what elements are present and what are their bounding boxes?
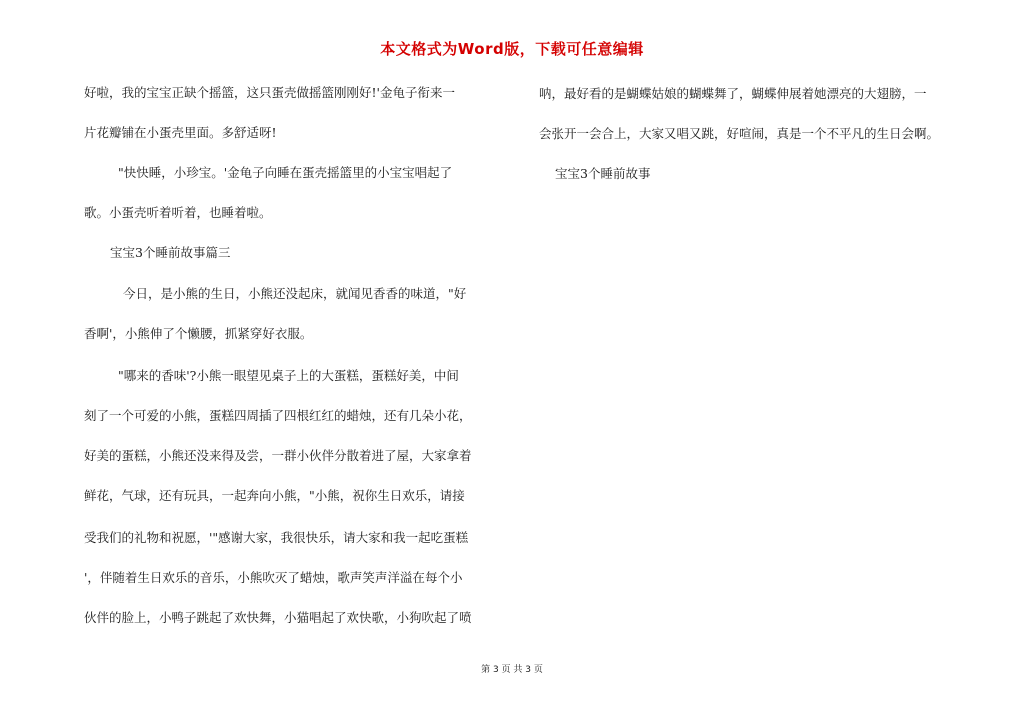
page-footer: 第 3 页 共 3 页 <box>481 665 543 675</box>
left-line-1: 好啦，我的宝宝正缺个摇篮，这只蛋壳做摇篮刚刚好!'金龟子衔来一 <box>84 85 455 100</box>
left-line-2: 片花瓣铺在小蛋壳里面。多舒适呀! <box>84 125 277 140</box>
left-line-12: 受我们的礼物和祝愿，'"感谢大家，我很快乐，请大家和我一起吃蛋糕 <box>84 530 469 545</box>
left-line-10: 好美的蛋糕，小熊还没来得及尝，一群小伙伴分散着进了屋，大家拿着 <box>84 448 472 463</box>
right-heading: 宝宝3个睡前故事 <box>555 166 651 181</box>
section-heading: 宝宝3个睡前故事篇三 <box>110 245 231 260</box>
right-line-1: 呐，最好看的是蝴蝶姑娘的蝴蝶舞了，蝴蝶伸展着她漂亮的大翅膀，一 <box>539 86 927 101</box>
left-line-11: 鲜花，气球，还有玩具，一起奔向小熊，"小熊，祝你生日欢乐，请接 <box>84 488 465 503</box>
right-line-2: 会张开一会合上，大家又唱又跳，好喧闹，真是一个不平凡的生日会啊。 <box>539 126 940 141</box>
left-line-4: 歌。小蛋壳听着听着，也睡着啦。 <box>84 205 272 220</box>
left-line-13: '，伴随着生日欢乐的音乐，小熊吹灭了蜡烛，歌声笑声洋溢在每个小 <box>84 570 463 585</box>
left-line-14: 伙伴的脸上，小鸭子跳起了欢快舞，小猫唱起了欢快歌，小狗吹起了喷 <box>84 610 472 625</box>
left-line-3: "快快睡，小珍宝。'金龟子向睡在蛋壳摇篮里的小宝宝唱起了 <box>118 165 453 180</box>
document-banner: 本文格式为Word版，下载可任意编辑 <box>380 40 644 58</box>
left-line-9: 刻了一个可爱的小熊，蛋糕四周插了四根红红的蜡烛，还有几朵小花， <box>84 408 472 423</box>
left-line-8: "哪来的香味'?小熊一眼望见桌子上的大蛋糕，蛋糕好美，中间 <box>118 368 459 383</box>
left-line-6: 今日，是小熊的生日，小熊还没起床，就闻见香香的味道，"好 <box>123 286 467 301</box>
left-line-7: 香啊'，小熊伸了个懒腰，抓紧穿好衣服。 <box>84 326 313 341</box>
